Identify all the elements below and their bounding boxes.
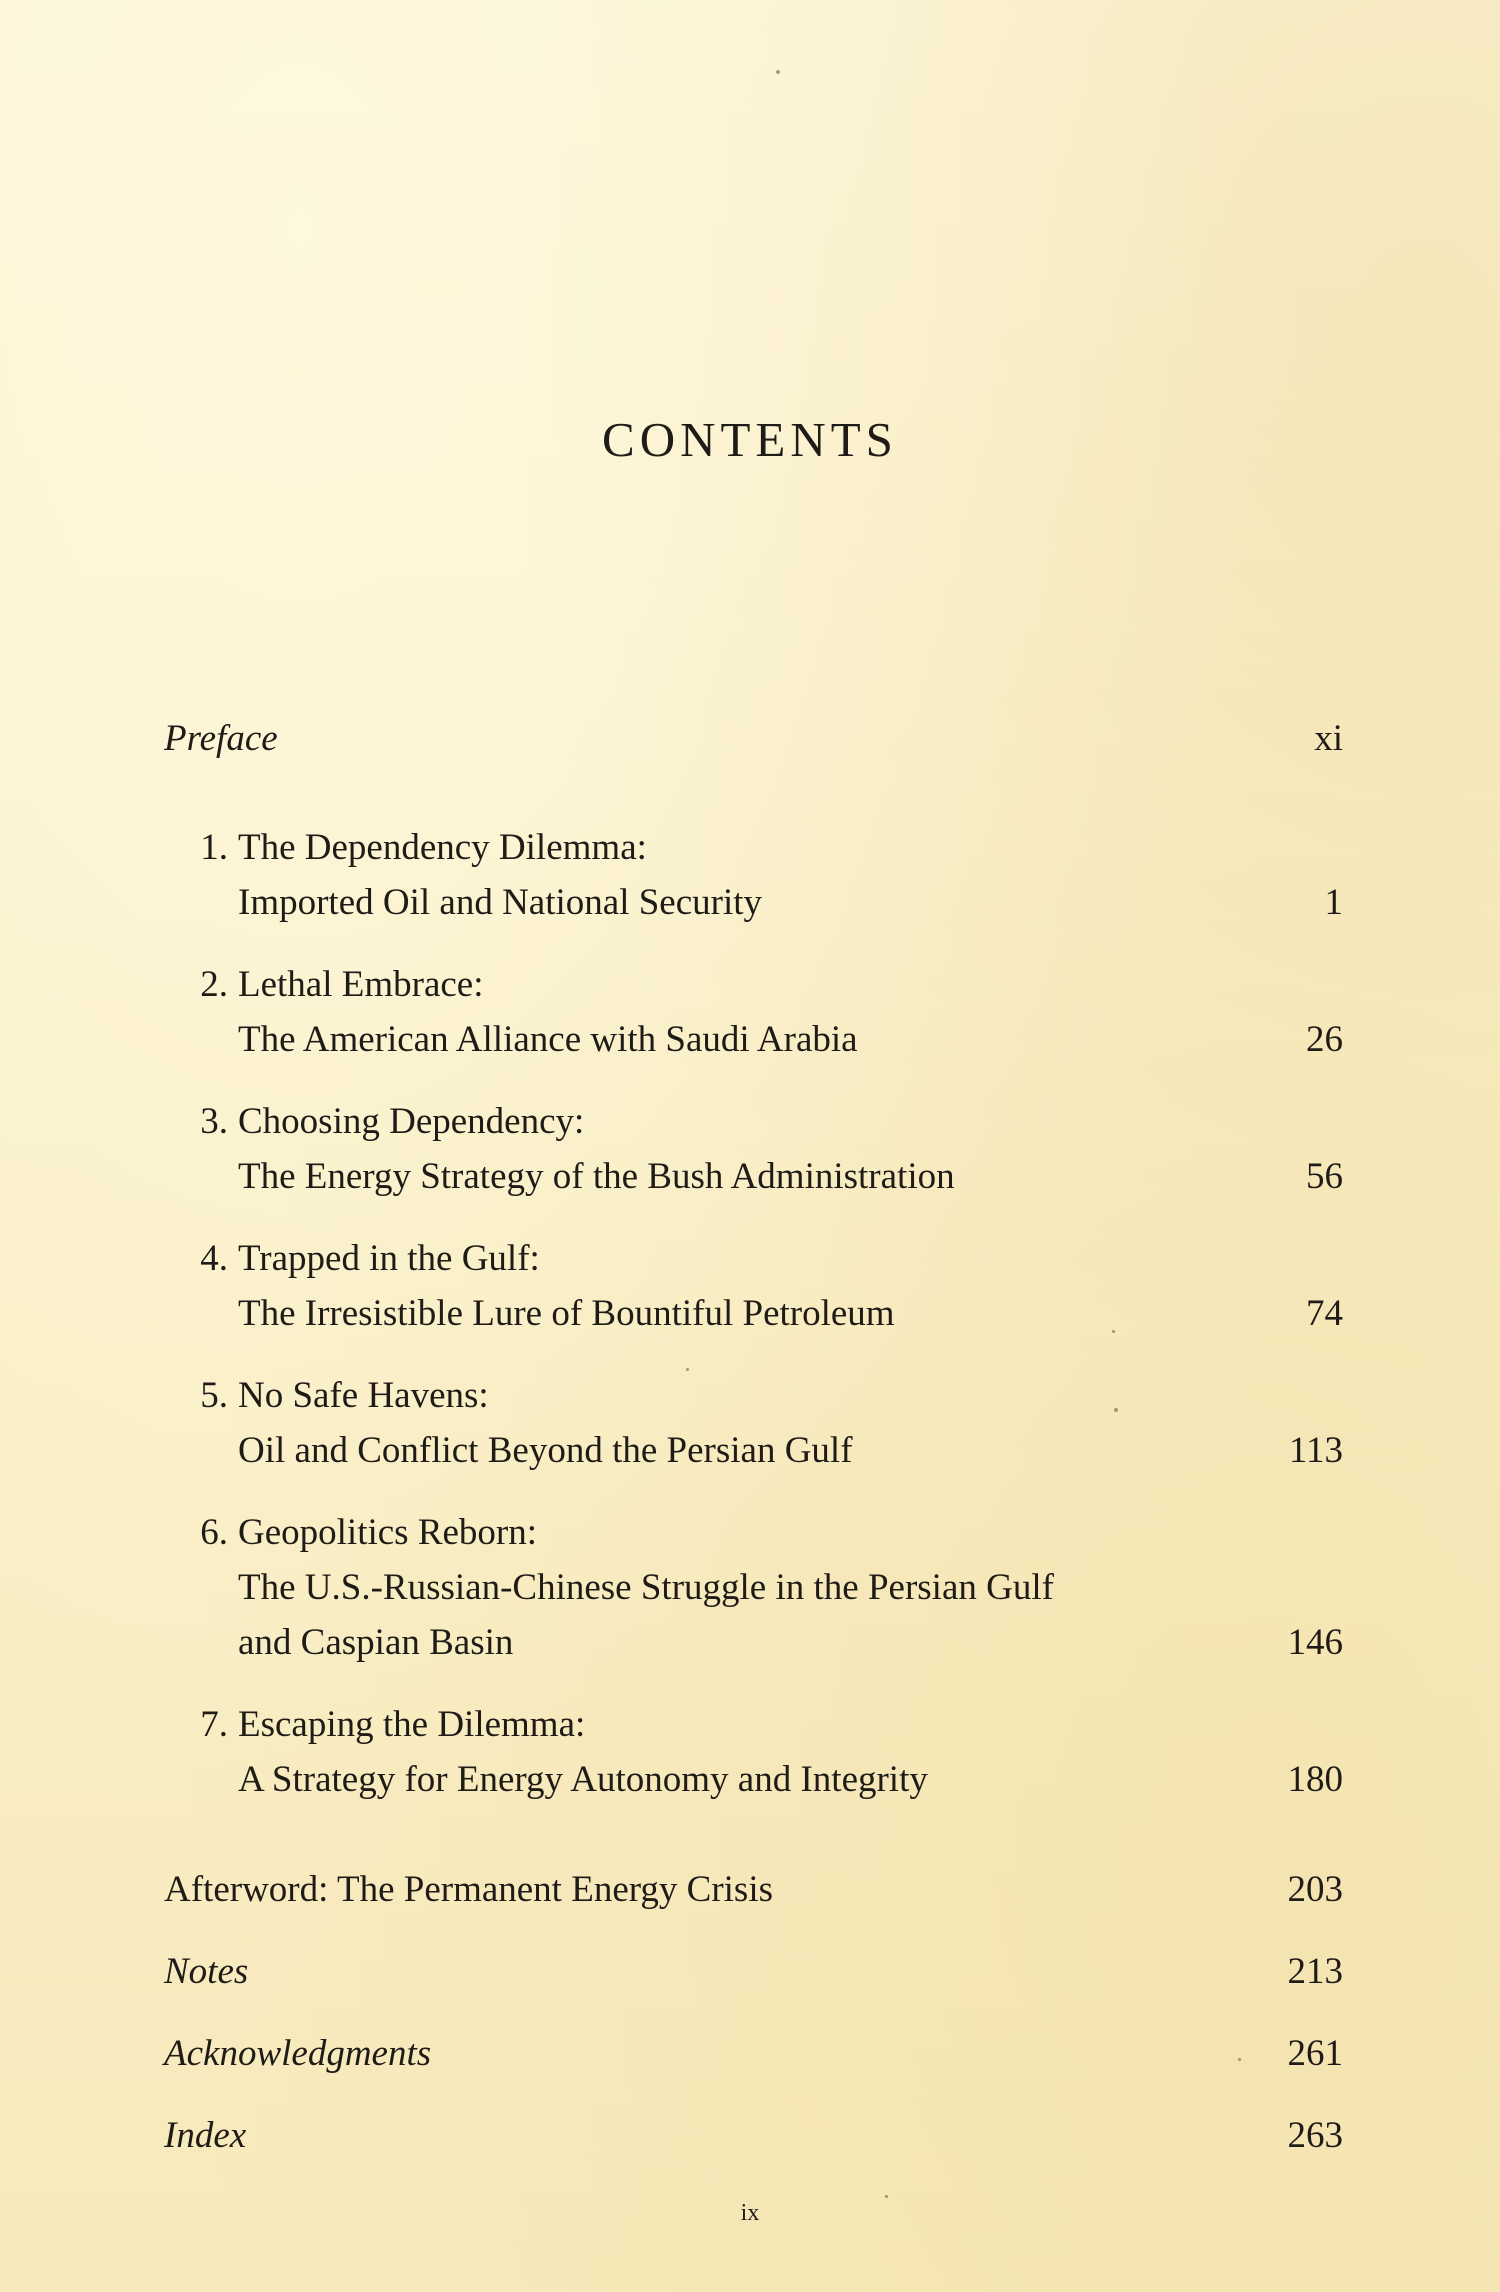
- toc-entry-page: 213: [1287, 1951, 1343, 1992]
- chapter-page: 26: [1306, 1019, 1343, 1060]
- chapter-title: The Dependency Dilemma:: [238, 827, 647, 868]
- toc-chapter-6-subtitle-line-2: [0, 1615, 1500, 1671]
- scan-speck: [776, 70, 780, 74]
- toc-entry-notes: [0, 1944, 1500, 2000]
- toc-chapter-1-title-line: [0, 820, 1500, 876]
- chapter-title: Geopolitics Reborn:: [238, 1512, 538, 1553]
- page-title: CONTENTS: [602, 412, 898, 467]
- scan-speck: [1112, 1330, 1115, 1333]
- toc-entry-label: Notes: [164, 1951, 249, 1992]
- chapter-page: 113: [1288, 1430, 1343, 1471]
- toc-chapter-3-title-line: [0, 1094, 1500, 1150]
- toc-entry-page: 261: [1287, 2033, 1343, 2074]
- chapter-subtitle: The American Alliance with Saudi Arabia: [238, 1019, 858, 1060]
- chapter-title: Trapped in the Gulf:: [238, 1238, 540, 1279]
- scan-speck: [1114, 1408, 1118, 1412]
- toc-entry-label: Afterword: The Permanent Energy Crisis: [164, 1869, 774, 1910]
- chapter-title: Escaping the Dilemma:: [238, 1704, 586, 1745]
- toc-entry-page: 263: [1287, 2115, 1343, 2156]
- toc-entry-preface: [0, 711, 1500, 767]
- toc-entry-label: Preface: [164, 718, 278, 759]
- toc-chapter-2-title-line: [0, 957, 1500, 1013]
- chapter-title: Lethal Embrace:: [238, 964, 484, 1005]
- toc-chapter-3-subtitle-line: [0, 1149, 1500, 1205]
- toc-chapter-5-title-line: [0, 1368, 1500, 1424]
- toc-chapter-6-title-line: [0, 1505, 1500, 1561]
- scan-speck: [1238, 2058, 1241, 2061]
- scan-speck: [885, 2195, 888, 2198]
- chapter-page: 56: [1306, 1156, 1343, 1197]
- toc-entry-page: xi: [1314, 718, 1343, 759]
- chapter-subtitle-continued: and Caspian Basin: [238, 1622, 514, 1663]
- chapter-number: 5.: [200, 1375, 228, 1416]
- chapter-subtitle: The Irresistible Lure of Bountiful Petroleum: [238, 1293, 895, 1334]
- chapter-subtitle: Imported Oil and National Security: [238, 882, 763, 923]
- chapter-number: 6.: [200, 1512, 228, 1553]
- toc-chapter-2-subtitle-line: [0, 1012, 1500, 1068]
- toc-chapter-6-subtitle-line: [0, 1560, 1500, 1616]
- toc-entry-label: Acknowledgments: [164, 2033, 432, 2074]
- toc-chapter-4-title-line: [0, 1231, 1500, 1287]
- toc-entry-page: 203: [1287, 1869, 1343, 1910]
- chapter-number: 7.: [200, 1704, 228, 1745]
- chapter-title: Choosing Dependency:: [238, 1101, 585, 1142]
- toc-chapter-5-subtitle-line: [0, 1423, 1500, 1479]
- page-folio: ix: [740, 2200, 760, 2226]
- chapter-number: 1.: [200, 827, 228, 868]
- toc-entry-label: Index: [164, 2115, 247, 2156]
- toc-entry-index: [0, 2108, 1500, 2164]
- chapter-subtitle: The Energy Strategy of the Bush Administration: [238, 1156, 955, 1197]
- toc-chapter-7-subtitle-line: [0, 1752, 1500, 1808]
- chapter-number: 3.: [200, 1101, 228, 1142]
- toc-chapter-7-title-line: [0, 1697, 1500, 1753]
- chapter-page: 180: [1287, 1759, 1343, 1800]
- chapter-subtitle: A Strategy for Energy Autonomy and Integrity: [238, 1759, 928, 1800]
- toc-entry-afterword: [0, 1862, 1500, 1918]
- chapter-number: 4.: [200, 1238, 228, 1279]
- chapter-subtitle: The U.S.-Russian-Chinese Struggle in the Persian Gulf: [238, 1567, 1054, 1608]
- chapter-subtitle: Oil and Conflict Beyond the Persian Gulf: [238, 1430, 853, 1471]
- chapter-page: 74: [1306, 1293, 1343, 1334]
- chapter-title: No Safe Havens:: [238, 1375, 489, 1416]
- toc-chapter-1-subtitle-line: [0, 875, 1500, 931]
- scan-speck: [686, 1368, 689, 1371]
- chapter-page: 1: [1324, 882, 1343, 923]
- toc-entry-acknowledgments: [0, 2026, 1500, 2082]
- chapter-page: 146: [1287, 1622, 1343, 1663]
- toc-chapter-4-subtitle-line: [0, 1286, 1500, 1342]
- chapter-number: 2.: [200, 964, 228, 1005]
